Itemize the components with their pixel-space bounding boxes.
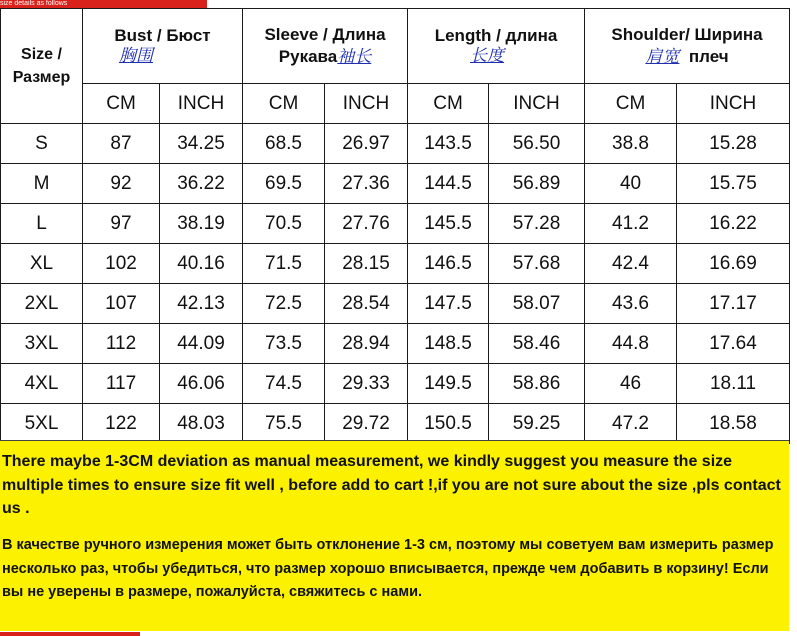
size-row bbox=[1, 204, 790, 244]
size-row bbox=[1, 364, 790, 404]
measurement-cell: 17.17 bbox=[677, 284, 790, 324]
measurement-cell: 68.5 bbox=[243, 124, 325, 164]
unit-cell: INCH bbox=[677, 84, 790, 124]
measurement-cell: 58.46 bbox=[489, 324, 585, 364]
measurement-cell: 73.5 bbox=[243, 324, 325, 364]
measurement-cell: 38.8 bbox=[585, 124, 677, 164]
length-header bbox=[408, 9, 585, 84]
size-label-cell: 3XL bbox=[1, 324, 83, 364]
top-banner-text: size details as follows bbox=[0, 0, 68, 7]
unit-cell: INCH bbox=[160, 84, 243, 124]
measurement-cell: 92 bbox=[83, 164, 160, 204]
measurement-cell: 42.4 bbox=[585, 244, 677, 284]
size-row bbox=[1, 244, 790, 284]
size-label-cell: 5XL bbox=[1, 404, 83, 444]
measurement-cell: 147.5 bbox=[408, 284, 489, 324]
sleeve-header bbox=[243, 9, 408, 84]
unit-cell: INCH bbox=[325, 84, 408, 124]
measurement-cell: 18.11 bbox=[677, 364, 790, 404]
measurement-cell: 29.72 bbox=[325, 404, 408, 444]
unit-cell: CM bbox=[408, 84, 489, 124]
bust-header-label: Bust / Бюст bbox=[114, 26, 211, 45]
measurement-cell: 107 bbox=[83, 284, 160, 324]
sleeve-header-cn: 袖长 bbox=[337, 47, 372, 67]
measurement-cell: 46 bbox=[585, 364, 677, 404]
measurement-cell: 16.69 bbox=[677, 244, 790, 284]
measurement-cell: 56.50 bbox=[489, 124, 585, 164]
sleeve-header-line1: Sleeve / Длина bbox=[264, 25, 386, 44]
size-row bbox=[1, 164, 790, 204]
measurement-cell: 70.5 bbox=[243, 204, 325, 244]
shoulder-header-ru-tail: плеч bbox=[688, 47, 729, 66]
unit-cell: CM bbox=[585, 84, 677, 124]
size-label-cell: L bbox=[1, 204, 83, 244]
size-row bbox=[1, 284, 790, 324]
measurement-cell: 41.2 bbox=[585, 204, 677, 244]
measurement-cell: 17.64 bbox=[677, 324, 790, 364]
length-header-label: Length / длина bbox=[434, 26, 558, 45]
measurement-cell: 102 bbox=[83, 244, 160, 284]
measurement-cell: 26.97 bbox=[325, 124, 408, 164]
measurement-cell: 42.13 bbox=[160, 284, 243, 324]
measurement-cell: 16.22 bbox=[677, 204, 790, 244]
measurement-cell: 148.5 bbox=[408, 324, 489, 364]
measurement-cell: 149.5 bbox=[408, 364, 489, 404]
measurement-cell: 143.5 bbox=[408, 124, 489, 164]
measurement-cell: 44.09 bbox=[160, 324, 243, 364]
measurement-cell: 122 bbox=[83, 404, 160, 444]
measurement-cell: 29.33 bbox=[325, 364, 408, 404]
measurement-cell: 74.5 bbox=[243, 364, 325, 404]
measurement-cell: 43.6 bbox=[585, 284, 677, 324]
bottom-red-strip bbox=[0, 632, 140, 636]
measurement-cell: 28.54 bbox=[325, 284, 408, 324]
measurement-cell: 87 bbox=[83, 124, 160, 164]
measurement-cell: 75.5 bbox=[243, 404, 325, 444]
measurement-cell: 46.06 bbox=[160, 364, 243, 404]
measurement-cell: 28.94 bbox=[325, 324, 408, 364]
size-chart-table bbox=[0, 8, 790, 444]
shoulder-header bbox=[585, 9, 790, 84]
unit-cell: INCH bbox=[489, 84, 585, 124]
measurement-cell: 27.76 bbox=[325, 204, 408, 244]
sleeve-header-line2: Рукава bbox=[278, 47, 338, 66]
measurement-cell: 15.75 bbox=[677, 164, 790, 204]
header-row bbox=[1, 9, 790, 84]
measurement-cell: 57.68 bbox=[489, 244, 585, 284]
measurement-cell: 36.22 bbox=[160, 164, 243, 204]
measurement-cell: 150.5 bbox=[408, 404, 489, 444]
measurement-cell: 58.07 bbox=[489, 284, 585, 324]
size-label-cell: 2XL bbox=[1, 284, 83, 324]
size-header: Size / Размер bbox=[1, 9, 83, 124]
measurement-cell: 47.2 bbox=[585, 404, 677, 444]
size-label-cell: 4XL bbox=[1, 364, 83, 404]
measurement-cell: 38.19 bbox=[160, 204, 243, 244]
measurement-cell: 59.25 bbox=[489, 404, 585, 444]
measurement-cell: 34.25 bbox=[160, 124, 243, 164]
note-english: There maybe 1-3CM deviation as manual measurement, we kindly suggest you measure the size multiple times to ensure size fit well , before add to cart !,if you are not sure about the size ,pls contact us . bbox=[2, 453, 781, 517]
measurement-cell: 18.58 bbox=[677, 404, 790, 444]
length-header-cn: 长度 bbox=[470, 46, 505, 66]
shoulder-header-label: Shoulder/ Ширина bbox=[611, 25, 763, 44]
measurement-cell: 146.5 bbox=[408, 244, 489, 284]
size-label-cell: XL bbox=[1, 244, 83, 284]
measurement-cell: 97 bbox=[83, 204, 160, 244]
measurement-cell: 72.5 bbox=[243, 284, 325, 324]
measurement-cell: 58.86 bbox=[489, 364, 585, 404]
top-banner-strip bbox=[0, 0, 207, 8]
size-row bbox=[1, 404, 790, 444]
measurement-cell: 69.5 bbox=[243, 164, 325, 204]
note-russian: В качестве ручного измерения может быть отклонение 1-3 см, поэтому мы советуем вам измерить размер несколько раз, чтобы убедиться, что размер хорошо вписывается, прежде чем добавить в корзину! Если вы не уверены в размере, пожалуйста, свяжитесь с нами. bbox=[2, 537, 774, 600]
measurement-cell: 117 bbox=[83, 364, 160, 404]
unit-cell: CM bbox=[243, 84, 325, 124]
size-label-cell: M bbox=[1, 164, 83, 204]
bust-header-cn: 胸围 bbox=[119, 46, 153, 66]
measurement-cell: 28.15 bbox=[325, 244, 408, 284]
measurement-cell: 48.03 bbox=[160, 404, 243, 444]
measurement-cell: 40.16 bbox=[160, 244, 243, 284]
size-rows bbox=[1, 124, 790, 444]
size-row bbox=[1, 324, 790, 364]
bust-header bbox=[83, 9, 243, 84]
unit-cell: CM bbox=[83, 84, 160, 124]
measurement-cell: 15.28 bbox=[677, 124, 790, 164]
measurement-cell: 71.5 bbox=[243, 244, 325, 284]
measurement-cell: 145.5 bbox=[408, 204, 489, 244]
size-label-cell: S bbox=[1, 124, 83, 164]
measurement-cell: 144.5 bbox=[408, 164, 489, 204]
measurement-cell: 27.36 bbox=[325, 164, 408, 204]
shoulder-header-cn: 肩宽 bbox=[645, 47, 680, 67]
units-row bbox=[1, 84, 790, 124]
measurement-cell: 40 bbox=[585, 164, 677, 204]
measurement-cell: 112 bbox=[83, 324, 160, 364]
measurement-cell: 56.89 bbox=[489, 164, 585, 204]
size-row bbox=[1, 124, 790, 164]
notes-panel bbox=[0, 440, 789, 631]
measurement-cell: 57.28 bbox=[489, 204, 585, 244]
measurement-cell: 44.8 bbox=[585, 324, 677, 364]
